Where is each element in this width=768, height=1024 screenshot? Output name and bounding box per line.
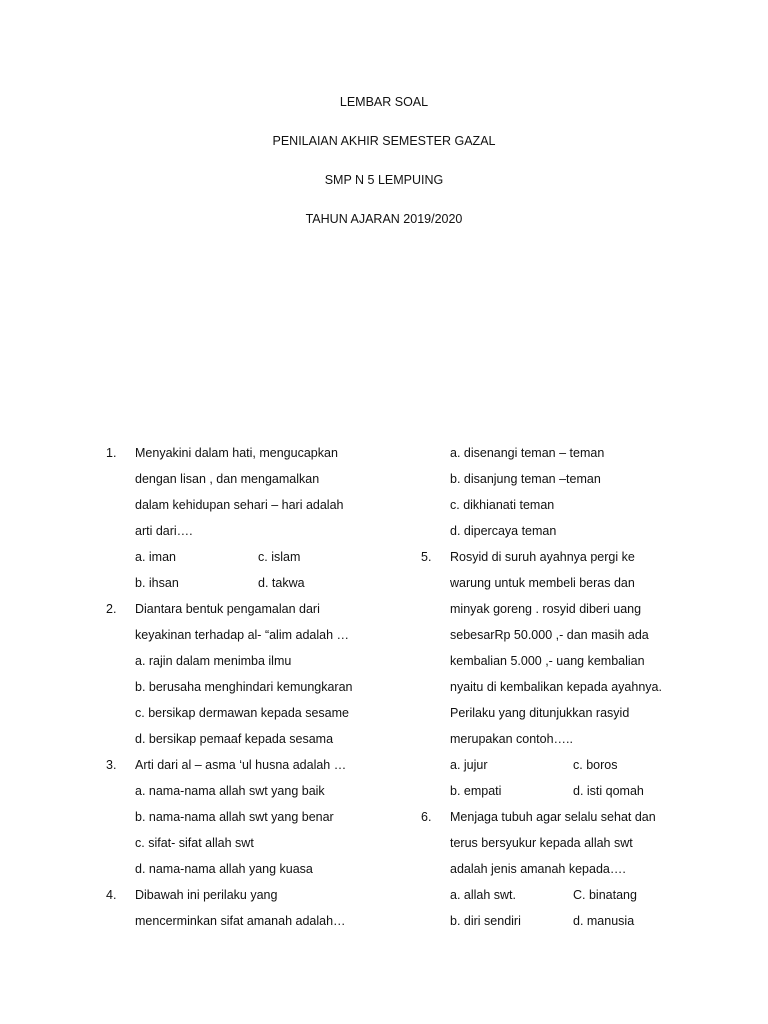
question-text: Diantara bentuk pengamalan dari bbox=[135, 602, 320, 616]
question-item bbox=[106, 885, 396, 911]
text-line bbox=[106, 911, 396, 937]
line-text: a. disenangi teman – teman bbox=[450, 446, 605, 460]
line-text: kembalian 5.000 ,- uang kembalian bbox=[450, 654, 645, 668]
line-text: mencerminkan sifat amanah adalah… bbox=[135, 914, 346, 928]
question-number: 2. bbox=[106, 602, 117, 616]
question-text: Rosyid di suruh ayahnya pergi ke bbox=[450, 550, 635, 564]
line-text: keyakinan terhadap al- “alim adalah … bbox=[135, 628, 350, 642]
text-line bbox=[421, 599, 721, 625]
answer-option: b. ihsan bbox=[135, 576, 179, 590]
line-text: d. bersikap pemaaf kepada sesama bbox=[135, 732, 334, 746]
answer-option: C. binatang bbox=[573, 888, 637, 902]
line-text: c. bersikap dermawan kepada sesame bbox=[135, 706, 350, 720]
line-text: d. nama-nama allah yang kuasa bbox=[135, 862, 313, 876]
text-line bbox=[421, 833, 721, 859]
question-item bbox=[106, 599, 396, 625]
text-line bbox=[106, 781, 396, 807]
question-column-right bbox=[421, 443, 721, 937]
text-line bbox=[421, 703, 721, 729]
question-number: 4. bbox=[106, 888, 117, 902]
answer-option: b. empati bbox=[450, 784, 502, 798]
line-text: warung untuk membeli beras dan bbox=[450, 576, 635, 590]
line-text: a. nama-nama allah swt yang baik bbox=[135, 784, 325, 798]
answer-option: a. iman bbox=[135, 550, 176, 564]
line-text: nyaitu di kembalikan kepada ayahnya. bbox=[450, 680, 662, 694]
answer-option-row bbox=[421, 885, 721, 911]
line-text: dengan lisan , dan mengamalkan bbox=[135, 472, 320, 486]
question-column-left bbox=[106, 443, 396, 937]
text-line bbox=[106, 469, 396, 495]
text-line bbox=[421, 469, 721, 495]
line-text: sebesarRp 50.000 ,- dan masih ada bbox=[450, 628, 649, 642]
line-text: a. rajin dalam menimba ilmu bbox=[135, 654, 292, 668]
text-line bbox=[421, 859, 721, 885]
question-number: 6. bbox=[421, 810, 432, 824]
academic-year: TAHUN AJARAN 2019/2020 bbox=[305, 212, 463, 226]
text-line bbox=[421, 729, 721, 755]
text-line bbox=[421, 443, 721, 469]
text-line bbox=[106, 495, 396, 521]
line-text: c. dikhianati teman bbox=[450, 498, 555, 512]
answer-option: d. isti qomah bbox=[573, 784, 644, 798]
answer-option: b. diri sendiri bbox=[450, 914, 521, 928]
exam-title: PENILAIAN AKHIR SEMESTER GAZAL bbox=[272, 134, 496, 148]
answer-option: a. jujur bbox=[450, 758, 488, 772]
answer-option: a. allah swt. bbox=[450, 888, 517, 902]
answer-option: c. boros bbox=[573, 758, 618, 772]
line-text: adalah jenis amanah kepada…. bbox=[450, 862, 626, 876]
answer-option: c. islam bbox=[258, 550, 301, 564]
line-text: d. dipercaya teman bbox=[450, 524, 557, 538]
answer-option-row bbox=[421, 781, 721, 807]
text-line bbox=[421, 495, 721, 521]
text-line bbox=[421, 573, 721, 599]
school-name: SMP N 5 LEMPUING bbox=[324, 173, 444, 187]
question-item bbox=[421, 807, 721, 833]
answer-option-row bbox=[421, 755, 721, 781]
question-text: Menyakini dalam hati, mengucapkan bbox=[135, 446, 338, 460]
question-text: Menjaga tubuh agar selalu sehat dan bbox=[450, 810, 656, 824]
question-item bbox=[106, 443, 396, 469]
text-line bbox=[421, 677, 721, 703]
text-line bbox=[106, 703, 396, 729]
text-line bbox=[106, 677, 396, 703]
text-line bbox=[421, 521, 721, 547]
text-line bbox=[421, 625, 721, 651]
text-line bbox=[421, 651, 721, 677]
line-text: minyak goreng . rosyid diberi uang bbox=[450, 602, 642, 616]
text-line bbox=[106, 651, 396, 677]
question-text: Arti dari al – asma ‘ul husna adalah … bbox=[135, 758, 347, 772]
question-item bbox=[421, 547, 721, 573]
answer-option: d. takwa bbox=[258, 576, 305, 590]
question-number: 1. bbox=[106, 446, 117, 460]
answer-option-row bbox=[106, 573, 396, 599]
text-line bbox=[106, 807, 396, 833]
sheet-title: LEMBAR SOAL bbox=[339, 95, 429, 109]
line-text: b. berusaha menghindari kemungkaran bbox=[135, 680, 353, 694]
text-line bbox=[106, 729, 396, 755]
line-text: Perilaku yang ditunjukkan rasyid bbox=[450, 706, 630, 720]
question-text: Dibawah ini perilaku yang bbox=[135, 888, 278, 902]
text-line bbox=[106, 833, 396, 859]
line-text: terus bersyukur kepada allah swt bbox=[450, 836, 633, 850]
question-number: 5. bbox=[421, 550, 432, 564]
line-text: arti dari…. bbox=[135, 524, 193, 538]
line-text: merupakan contoh….. bbox=[450, 732, 573, 746]
line-text: b. disanjung teman –teman bbox=[450, 472, 601, 486]
line-text: c. sifat- sifat allah swt bbox=[135, 836, 254, 850]
answer-option-row bbox=[106, 547, 396, 573]
answer-option-row bbox=[421, 911, 721, 937]
line-text: dalam kehidupan sehari – hari adalah bbox=[135, 498, 344, 512]
text-line bbox=[106, 521, 396, 547]
text-line bbox=[106, 625, 396, 651]
text-line bbox=[106, 859, 396, 885]
line-text: b. nama-nama allah swt yang benar bbox=[135, 810, 334, 824]
answer-option: d. manusia bbox=[573, 914, 635, 928]
question-item bbox=[106, 755, 396, 781]
question-number: 3. bbox=[106, 758, 117, 772]
